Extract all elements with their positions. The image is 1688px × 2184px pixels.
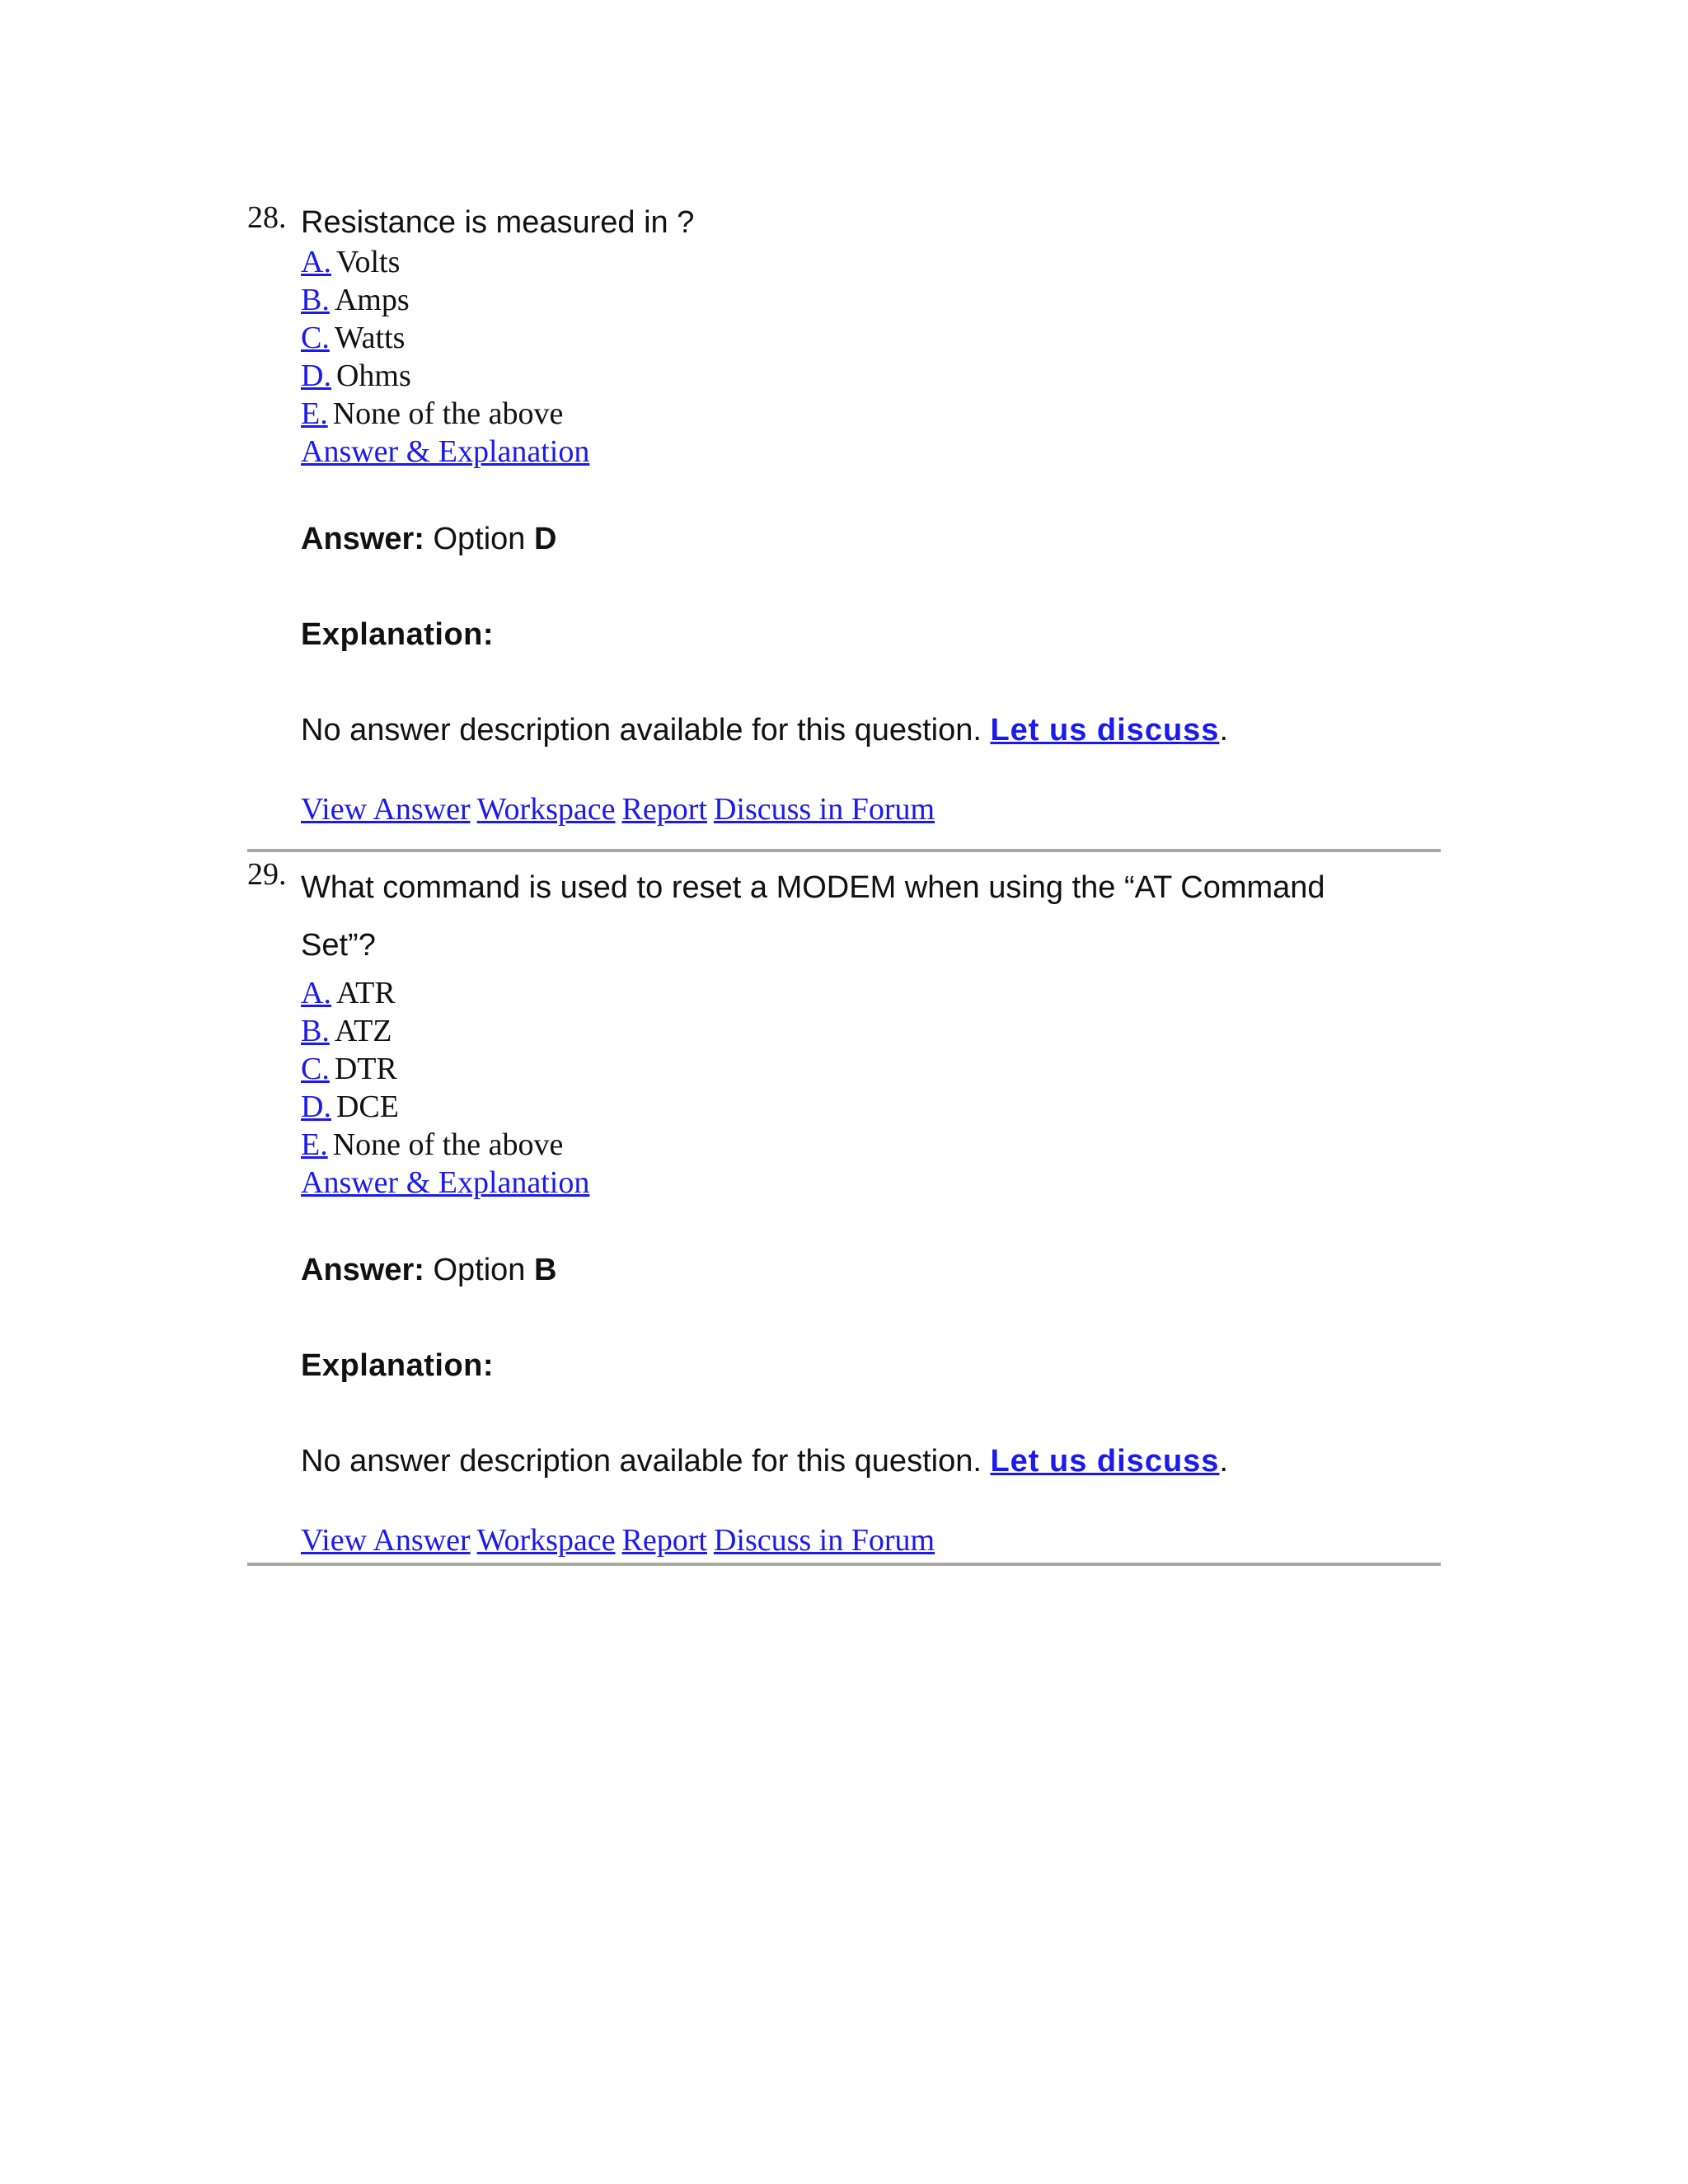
discuss-in-forum-link[interactable]: Discuss in Forum — [713, 792, 935, 827]
question-body — [301, 859, 1389, 1559]
option-list — [301, 243, 1389, 433]
option-e-text: None of the above — [332, 396, 564, 431]
question-number: 29. — [247, 857, 287, 892]
question-footer-links — [301, 1521, 1389, 1559]
option-a — [301, 243, 1389, 281]
explanation-line: No answer description available for this question. Let us discuss. — [301, 713, 1228, 748]
discuss-in-forum-link[interactable]: Discuss in Forum — [713, 1523, 935, 1558]
option-c-text: DTR — [334, 1052, 397, 1086]
option-a-link[interactable]: A. — [301, 976, 331, 1010]
explanation-heading: Explanation: — [301, 1348, 495, 1383]
option-b-link[interactable]: B. — [301, 1014, 330, 1048]
workspace-link[interactable]: Workspace — [476, 792, 616, 827]
answer-explanation-link[interactable]: Answer & Explanation — [301, 1165, 590, 1200]
question-divider — [247, 849, 1441, 852]
option-d — [301, 1088, 1389, 1126]
report-link[interactable]: Report — [621, 1523, 707, 1558]
option-b-link[interactable]: B. — [301, 283, 330, 317]
option-d-link[interactable]: D. — [301, 1090, 331, 1124]
workspace-link[interactable]: Workspace — [476, 1523, 616, 1558]
let-us-discuss-link[interactable]: Let us discuss — [990, 1444, 1220, 1479]
answer-label: Answer: — [301, 1253, 424, 1287]
explanation-text: No answer description available for this question. — [301, 713, 982, 748]
option-d-link[interactable]: D. — [301, 359, 331, 393]
explanation-line: No answer description available for this question. Let us discuss. — [301, 1444, 1228, 1479]
answer-option-prefix: Option — [433, 522, 526, 556]
report-link[interactable]: Report — [621, 792, 707, 827]
option-a-link[interactable]: A. — [301, 245, 331, 279]
question-divider — [247, 1563, 1441, 1566]
question-body — [301, 202, 1389, 828]
option-e-link[interactable]: E. — [301, 396, 328, 431]
option-b — [301, 281, 1389, 319]
option-d — [301, 357, 1389, 395]
option-c-text: Watts — [334, 321, 406, 355]
option-e — [301, 395, 1389, 433]
option-a-text: Volts — [335, 245, 401, 279]
option-b-text: Amps — [334, 283, 410, 317]
option-a-text: ATR — [335, 976, 396, 1010]
question-footer-links — [301, 790, 1389, 828]
option-c — [301, 1050, 1389, 1088]
option-d-text: DCE — [335, 1090, 399, 1124]
option-list — [301, 974, 1389, 1164]
answer-line — [301, 1251, 1389, 1289]
question-number: 28. — [247, 200, 287, 235]
question-text: Resistance is measured in ? — [301, 205, 695, 240]
answer-line — [301, 520, 1389, 558]
answer-explanation-row — [301, 433, 1389, 471]
option-c-link[interactable]: C. — [301, 321, 330, 355]
option-c-link[interactable]: C. — [301, 1052, 330, 1086]
option-e-link[interactable]: E. — [301, 1127, 328, 1162]
view-answer-link[interactable]: View Answer — [301, 1523, 471, 1558]
option-d-text: Ohms — [335, 359, 411, 393]
answer-option-value: B — [534, 1253, 557, 1287]
explanation-heading: Explanation: — [301, 617, 495, 652]
option-a — [301, 974, 1389, 1012]
answer-explanation-link[interactable]: Answer & Explanation — [301, 434, 590, 469]
view-answer-link[interactable]: View Answer — [301, 792, 471, 827]
option-b-text: ATZ — [334, 1014, 392, 1048]
answer-label: Answer: — [301, 522, 424, 556]
answer-option-prefix: Option — [433, 1253, 526, 1287]
answer-explanation-row — [301, 1164, 1389, 1202]
option-c — [301, 319, 1389, 357]
option-b — [301, 1012, 1389, 1050]
let-us-discuss-link[interactable]: Let us discuss — [990, 713, 1220, 748]
option-e-text: None of the above — [332, 1127, 564, 1162]
option-e — [301, 1126, 1389, 1164]
answer-option-value: D — [534, 522, 557, 556]
explanation-text: No answer description available for this question. — [301, 1444, 982, 1479]
question-text: What command is used to reset a MODEM when using the “AT Command Set”? — [301, 870, 1325, 963]
